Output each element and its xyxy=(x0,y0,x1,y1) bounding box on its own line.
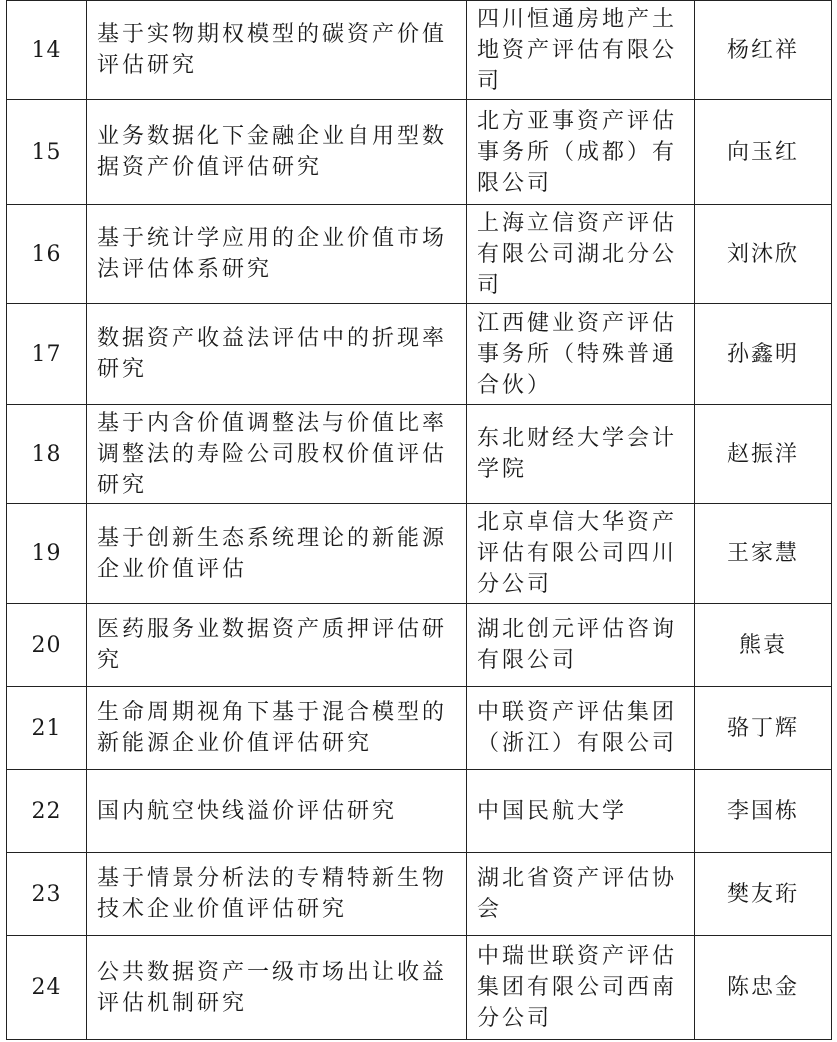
author-name: 樊友珩 xyxy=(695,853,832,936)
author-name: 杨红祥 xyxy=(695,1,832,100)
paper-title: 基于统计学应用的企业价值市场法评估体系研究 xyxy=(87,205,467,304)
paper-title: 国内航空快线溢价评估研究 xyxy=(87,770,467,853)
row-number: 21 xyxy=(7,687,87,770)
award-table xyxy=(6,0,832,1040)
paper-title: 基于创新生态系统理论的新能源企业价值评估 xyxy=(87,504,467,604)
table-row xyxy=(7,405,832,504)
row-number: 18 xyxy=(7,405,87,504)
paper-title: 公共数据资产一级市场出让收益评估机制研究 xyxy=(87,936,467,1040)
paper-title: 业务数据化下金融企业自用型数据资产价值评估研究 xyxy=(87,100,467,205)
author-name: 李国栋 xyxy=(695,770,832,853)
organization: 北京卓信大华资产评估有限公司四川分公司 xyxy=(467,504,695,604)
row-number: 15 xyxy=(7,100,87,205)
row-number: 19 xyxy=(7,504,87,604)
table-row xyxy=(7,770,832,853)
paper-title: 医药服务业数据资产质押评估研究 xyxy=(87,604,467,687)
organization: 中瑞世联资产评估集团有限公司西南分公司 xyxy=(467,936,695,1040)
table-row xyxy=(7,504,832,604)
paper-title: 基于内含价值调整法与价值比率调整法的寿险公司股权价值评估研究 xyxy=(87,405,467,504)
table-row xyxy=(7,936,832,1040)
row-number: 22 xyxy=(7,770,87,853)
row-number: 14 xyxy=(7,1,87,100)
row-number: 23 xyxy=(7,853,87,936)
table-row xyxy=(7,304,832,405)
organization: 中国民航大学 xyxy=(467,770,695,853)
document-table-container xyxy=(6,0,831,1040)
table-row xyxy=(7,100,832,205)
table-row xyxy=(7,687,832,770)
row-number: 17 xyxy=(7,304,87,405)
organization: 东北财经大学会计学院 xyxy=(467,405,695,504)
author-name: 孙鑫明 xyxy=(695,304,832,405)
organization: 中联资产评估集团（浙江）有限公司 xyxy=(467,687,695,770)
paper-title: 生命周期视角下基于混合模型的新能源企业价值评估研究 xyxy=(87,687,467,770)
organization: 北方亚事资产评估事务所（成都）有限公司 xyxy=(467,100,695,205)
organization: 上海立信资产评估有限公司湖北分公司 xyxy=(467,205,695,304)
organization: 四川恒通房地产土地资产评估有限公司 xyxy=(467,1,695,100)
organization: 湖北创元评估咨询有限公司 xyxy=(467,604,695,687)
organization: 江西健业资产评估事务所（特殊普通合伙） xyxy=(467,304,695,405)
table-row xyxy=(7,604,832,687)
table-row xyxy=(7,205,832,304)
author-name: 向玉红 xyxy=(695,100,832,205)
author-name: 王家慧 xyxy=(695,504,832,604)
author-name: 骆丁辉 xyxy=(695,687,832,770)
author-name: 熊袁 xyxy=(695,604,832,687)
paper-title: 基于情景分析法的专精特新生物技术企业价值评估研究 xyxy=(87,853,467,936)
row-number: 20 xyxy=(7,604,87,687)
table-row xyxy=(7,1,832,100)
row-number: 16 xyxy=(7,205,87,304)
author-name: 陈忠金 xyxy=(695,936,832,1040)
table-row xyxy=(7,853,832,936)
paper-title: 基于实物期权模型的碳资产价值评估研究 xyxy=(87,1,467,100)
organization: 湖北省资产评估协会 xyxy=(467,853,695,936)
paper-title: 数据资产收益法评估中的折现率研究 xyxy=(87,304,467,405)
row-number: 24 xyxy=(7,936,87,1040)
author-name: 刘沐欣 xyxy=(695,205,832,304)
author-name: 赵振洋 xyxy=(695,405,832,504)
